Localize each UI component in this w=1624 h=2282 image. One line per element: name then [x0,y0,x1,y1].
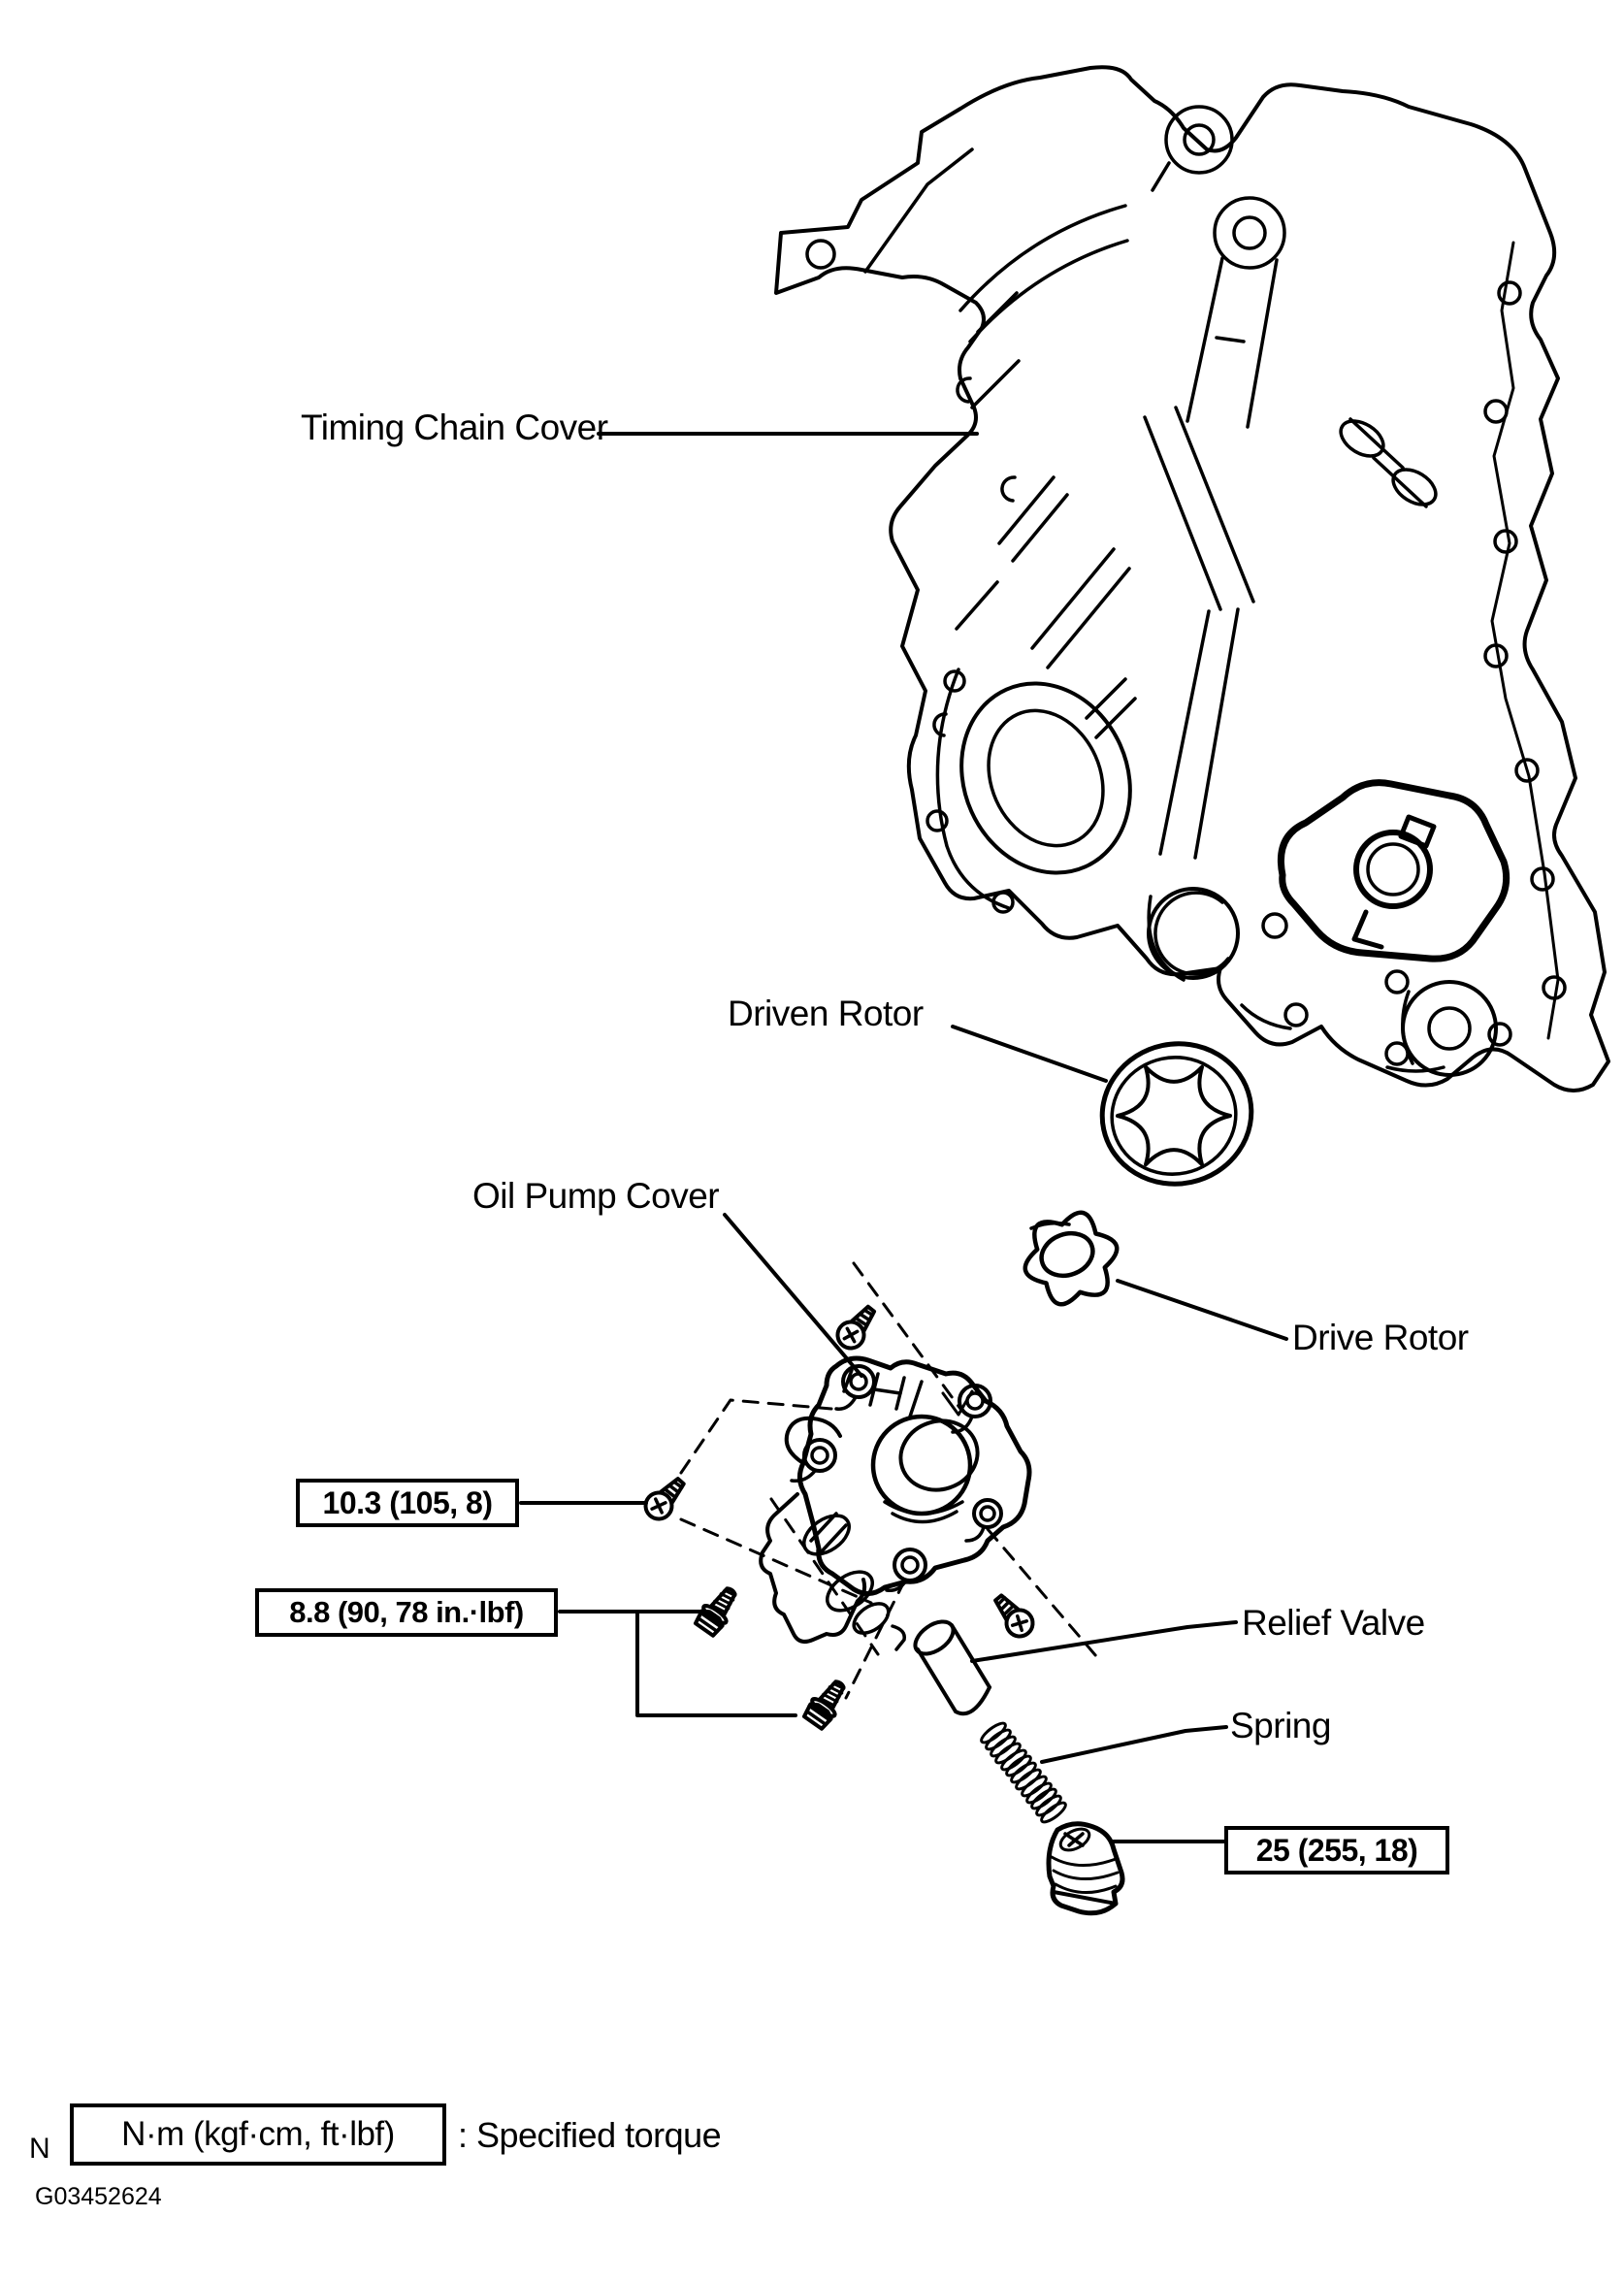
torque-box-oil-pump-cover-screw: 10.3 (105, 8) [296,1479,519,1527]
spring-drawing [979,1720,1068,1825]
legend-torque-symbol-box: N·m (kgf·cm, ft·lbf) [70,2103,446,2166]
relief-valve-plug-drawing [1049,1824,1122,1913]
pan-head-screw-left [640,1473,691,1524]
figure-code: G03452624 [35,2183,162,2210]
leader-drive-rotor [1118,1281,1286,1339]
legend-prefix: N [29,2133,50,2165]
drive-rotor-drawing [1025,1213,1117,1305]
leader-oil-pump-cover [725,1215,861,1376]
timing-chain-cover-drawing [776,67,1608,1091]
pan-head-screw-top [832,1301,882,1353]
legend-description: : Specified torque [458,2115,722,2155]
label-oil-pump-cover: Oil Pump Cover [472,1176,720,1216]
leader-relief-valve [972,1622,1236,1661]
oil-pump-cover-drawing [761,1358,1029,1649]
relief-valve-drawing [910,1615,990,1713]
label-timing-chain-cover: Timing Chain Cover [301,408,608,447]
label-spring: Spring [1230,1706,1331,1745]
torque-box-oil-pump-body-bolts: 8.8 (90, 78 in.·lbf) [255,1588,558,1637]
label-drive-rotor: Drive Rotor [1292,1318,1469,1357]
driven-rotor-drawing [1089,1030,1265,1198]
pan-head-screw-right [989,1589,1038,1642]
torque-box-relief-valve-plug: 25 (255, 18) [1224,1826,1449,1874]
dashed-assembly-lines [681,1263,1102,1698]
label-driven-rotor: Driven Rotor [728,994,924,1033]
hex-bolt-bottom [802,1676,852,1731]
leader-driven-rotor [953,1027,1106,1081]
label-relief-valve: Relief Valve [1242,1603,1425,1643]
leader-spring [1042,1727,1226,1762]
leader-torque-8-8 [560,1612,796,1715]
